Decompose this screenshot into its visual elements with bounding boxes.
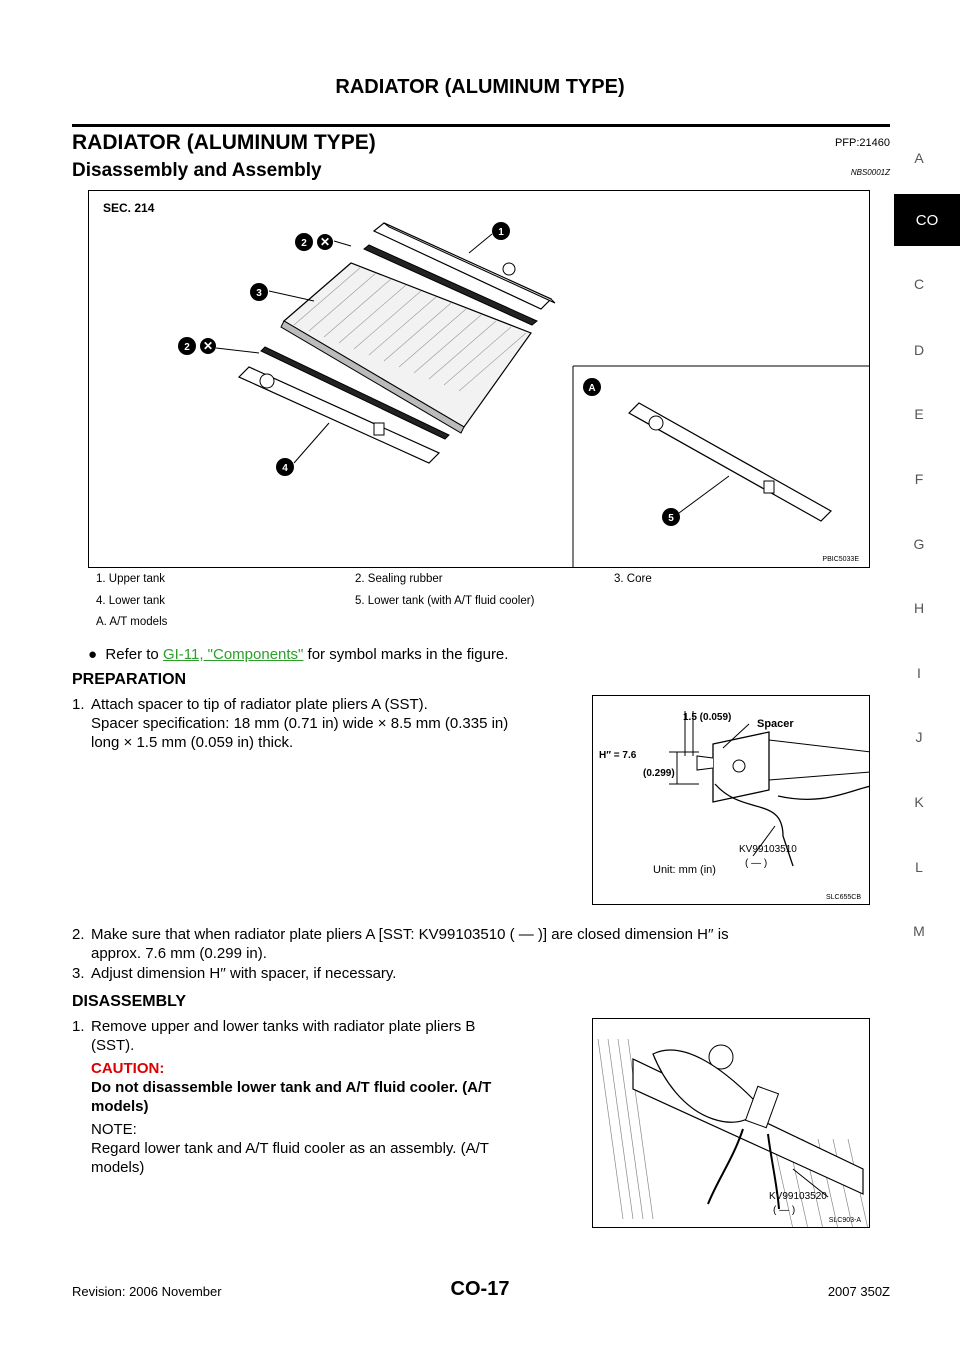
prep-step-2: 2. Make sure that when radiator plate pliers A [SST: KV99103510 ( — )] are closed dimension H′′ is approx. 7.6 mm (0.299 in). (72, 926, 729, 962)
callout-5: 5 (668, 513, 674, 524)
tool-number-a-paren: ( — ) (745, 858, 768, 869)
callout-3: 3 (256, 288, 262, 299)
header-rule (72, 124, 890, 127)
bullet-icon: ● (88, 646, 98, 663)
side-index-e[interactable]: E (914, 406, 924, 422)
note-label: NOTE: (91, 1121, 137, 1138)
disassembly-heading: DISASSEMBLY (72, 993, 187, 1010)
doc-code: NBS0001Z (850, 168, 890, 177)
pliers-drawing (593, 696, 870, 905)
page-number: CO-17 (450, 1278, 510, 1300)
side-index-a[interactable]: A (914, 150, 924, 166)
legend-item-3: 3. Core (614, 573, 652, 585)
legend-item-1: 1. Upper tank (96, 573, 166, 585)
h-dimension-inch: (0.299) (643, 768, 675, 779)
side-index-g[interactable]: G (913, 536, 925, 552)
callout-2-upper: 2 (301, 238, 307, 249)
tool-number-b: KV99103520 (769, 1191, 827, 1202)
side-index-f[interactable]: F (914, 471, 924, 487)
side-index-i[interactable]: I (917, 665, 921, 681)
footer-model: 2007 350Z (827, 1284, 890, 1299)
legend-item-4: 4. Lower tank (96, 595, 166, 607)
side-index-co-active[interactable]: CO (894, 194, 960, 246)
caution-text: Do not disassemble lower tank and A/T fluid cooler. (A/T (91, 1079, 492, 1096)
tool-number-a: KV99103510 (739, 844, 797, 855)
sec-label: SEC. 214 (103, 201, 155, 215)
tool-number-b-paren: ( — ) (773, 1205, 796, 1216)
running-header-title: RADIATOR (ALUMINUM TYPE) (335, 76, 625, 98)
symbol-reference-note: ● Refer to GI-11, "Components" for symbol marks in the figure. (88, 646, 509, 663)
side-index-l[interactable]: L (915, 859, 923, 875)
side-index-m[interactable]: M (913, 923, 925, 939)
no-reuse-icon-upper: ✕ (319, 235, 331, 249)
tank-removal-figure (592, 1018, 870, 1228)
side-index-d[interactable]: D (913, 342, 925, 358)
pfp-code: PFP:21460 (834, 137, 890, 149)
side-index-h[interactable]: H (913, 600, 925, 616)
figure3-ref: SLC903-A (828, 1217, 861, 1224)
h-dimension-label: H′′ = 7.6 (599, 750, 637, 761)
tank-removal-drawing (593, 1019, 870, 1228)
side-index-k[interactable]: K (914, 794, 924, 810)
callout-2-lower: 2 (184, 342, 190, 353)
unit-label: Unit: mm (in) (653, 864, 716, 876)
note-text: Regard lower tank and A/T fluid cooler as an assembly. (A/T (91, 1140, 489, 1157)
callout-a: A (588, 383, 596, 394)
preparation-heading: PREPARATION (72, 671, 187, 688)
legend-item-a: A. A/T models (96, 616, 168, 628)
no-reuse-icon-lower: ✕ (202, 339, 214, 353)
side-index-j[interactable]: J (915, 729, 923, 745)
radiator-exploded-figure (88, 190, 870, 568)
legend-item-2: 2. Sealing rubber (355, 573, 443, 585)
prep-step-1: 1. Attach spacer to tip of radiator plate pliers A (SST). Spacer specification: 18 mm (0.71 in) wide × 8.5 mm (0.335 in) long × 1.5 mm (0.059 in) thick. (72, 696, 509, 751)
disassembly-step-1: 1. Remove upper and lower tanks with radiator plate pliers B (SST). CAUTION: Do not disassemble lower tank and A/T fluid cooler. (A/T models) NOTE: Regard lower tank and A/T fluid cooler as an assembly. (A/T models) (72, 1017, 584, 1177)
spacer-label: Spacer (757, 718, 794, 730)
footer-revision: Revision: 2006 November (72, 1284, 222, 1299)
prep-step-3: 3. Adjust dimension H′′ with spacer, if necessary. (72, 965, 397, 982)
figure1-ref: PBIC5033E (822, 556, 859, 563)
figure2-ref: SLC655CB (825, 894, 861, 901)
legend-item-5: 5. Lower tank (with A/T fluid cooler) (355, 595, 535, 607)
spacer-thickness-label: 1.5 (0.059) (683, 712, 732, 723)
section-title: RADIATOR (ALUMINUM TYPE) (72, 131, 376, 154)
callout-4: 4 (282, 463, 288, 474)
callout-1: 1 (498, 227, 504, 238)
radiator-drawing (89, 191, 870, 568)
subsection-title: Disassembly and Assembly (72, 160, 322, 181)
components-link[interactable]: GI-11, "Components" (162, 646, 304, 663)
caution-label: CAUTION: (91, 1060, 165, 1077)
pliers-spacer-figure (592, 695, 870, 905)
side-index-c[interactable]: C (913, 276, 925, 292)
